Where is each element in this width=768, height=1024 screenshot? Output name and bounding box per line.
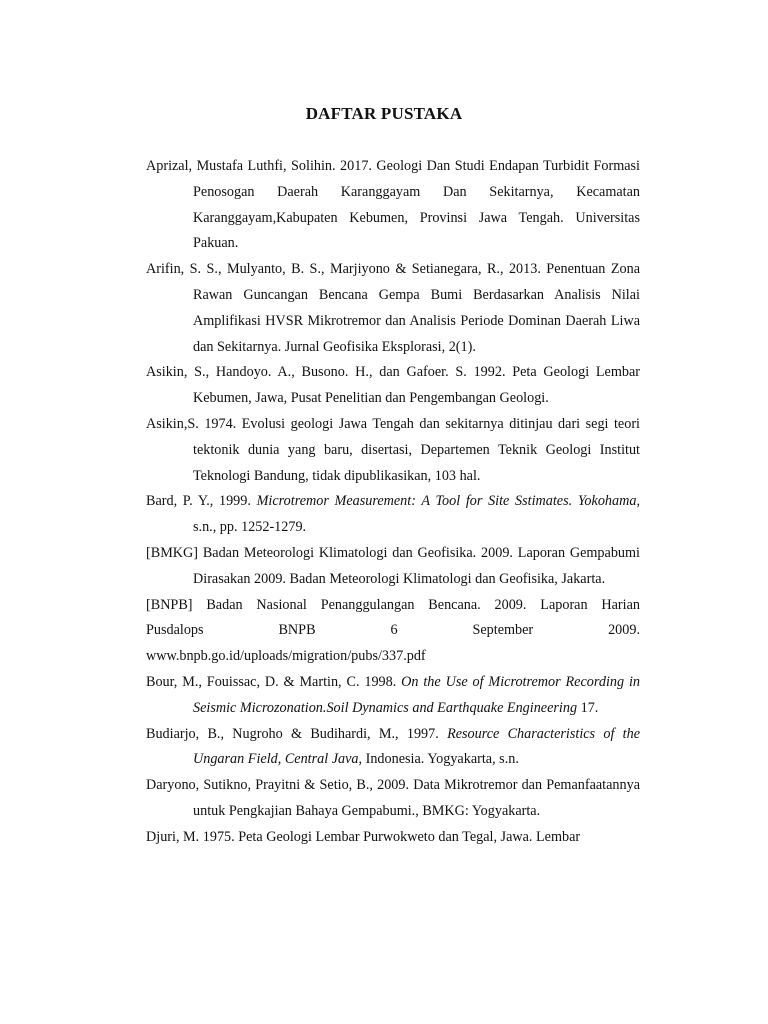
reference-entry <box>146 670 640 722</box>
reference-entry <box>146 593 640 670</box>
reference-entry <box>146 773 640 825</box>
reference-text: Daryono, Sutikno, Prayitni & Setio, B., 2009. Data Mikrotremor dan Pemanfaatannya untuk Pengkajian Bahaya Gempabumi., BMKG: Yogyakarta. <box>146 777 640 819</box>
reference-title-italic: Microtremor Measurement: A Tool for Site Sstimates. Yokohama <box>256 493 637 510</box>
reference-text: Budiarjo, B., Nugroho & Budihardi, M., 1997. <box>146 725 448 742</box>
reference-entry <box>146 412 640 489</box>
reference-entry <box>146 257 640 360</box>
reference-text: Arifin, S. S., Mulyanto, B. S., Marjiyono & Setianegara, R., 2013. Penentuan Zona Rawan Guncangan Bencana Gempa Bumi Berdasarkan Analisis Nilai Amplifikasi HVSR Mikrotremor dan Analisis Periode Dominan Daerah Liwa dan Sekitarnya. Jurnal Geofisika Eksplorasi, 2(1). <box>146 261 640 355</box>
reference-text: Asikin,S. 1974. Evolusi geologi Jawa Tengah dan sekitarnya ditinjau dari segi teori tektonik dunia yang baru, disertasi, Departemen Teknik Geologi Institut Teknologi Bandung, tidak dipublikasikan, 103 hal. <box>146 415 640 484</box>
reference-text: , s.n., pp. 1252-1279. <box>193 493 640 536</box>
reference-title-italic: On the Use of Microtremor Recording in Seismic Microzonation.Soil Dynamics and Earthquake Engineering <box>193 673 640 716</box>
reference-entry <box>146 154 640 257</box>
reference-entry <box>146 722 640 774</box>
reference-text: Bour, M., Fouissac, D. & Martin, C. 1998. <box>146 673 402 690</box>
reference-line: Pusdalops BNPB 6 September 2009. <box>146 622 640 639</box>
page-title: DAFTAR PUSTAKA <box>305 104 463 123</box>
reference-text: Djuri, M. 1975. Peta Geologi Lembar Purwokweto dan Tegal, Jawa. Lembar <box>146 828 581 845</box>
reference-text: , Indonesia. Yogyakarta, s.n. <box>358 751 519 768</box>
reference-text: Aprizal, Mustafa Luthfi, Solihin. 2017. Geologi Dan Studi Endapan Turbidit Formasi Penosogan Daerah Karanggayam Dan Sekitarnya, Kecamatan Karanggayam,Kabupaten Kebumen, Provinsi Jawa Tengah. Universitas Pakuan. <box>146 158 640 252</box>
reference-line: [BNPB] Badan Nasional Penanggulangan Bencana. 2009. Laporan Harian <box>146 596 640 613</box>
reference-list <box>146 154 640 851</box>
reference-text: Bard, P. Y., 1999. <box>146 493 257 510</box>
reference-entry <box>146 489 640 541</box>
reference-text: [BMKG] Badan Meteorologi Klimatologi dan Geofisika. 2009. Laporan Gempabumi Dirasakan 2009. Badan Meteorologi Klimatologi dan Geofisika, Jakarta. <box>146 544 640 587</box>
reference-text: 17. <box>577 699 599 716</box>
reference-entry <box>146 825 640 851</box>
reference-text: Asikin, S., Handoyo. A., Busono. H., dan Gafoer. S. 1992. Peta Geologi Lembar Kebumen, Jawa, Pusat Penelitian dan Pengembangan Geologi. <box>146 364 640 407</box>
reference-entry <box>146 360 640 412</box>
reference-line: www.bnpb.go.id/uploads/migration/pubs/337.pdf <box>146 648 426 665</box>
reference-entry <box>146 541 640 593</box>
reference-title-italic: Resource Characteristics of the Ungaran Field, Central Java <box>193 725 640 768</box>
